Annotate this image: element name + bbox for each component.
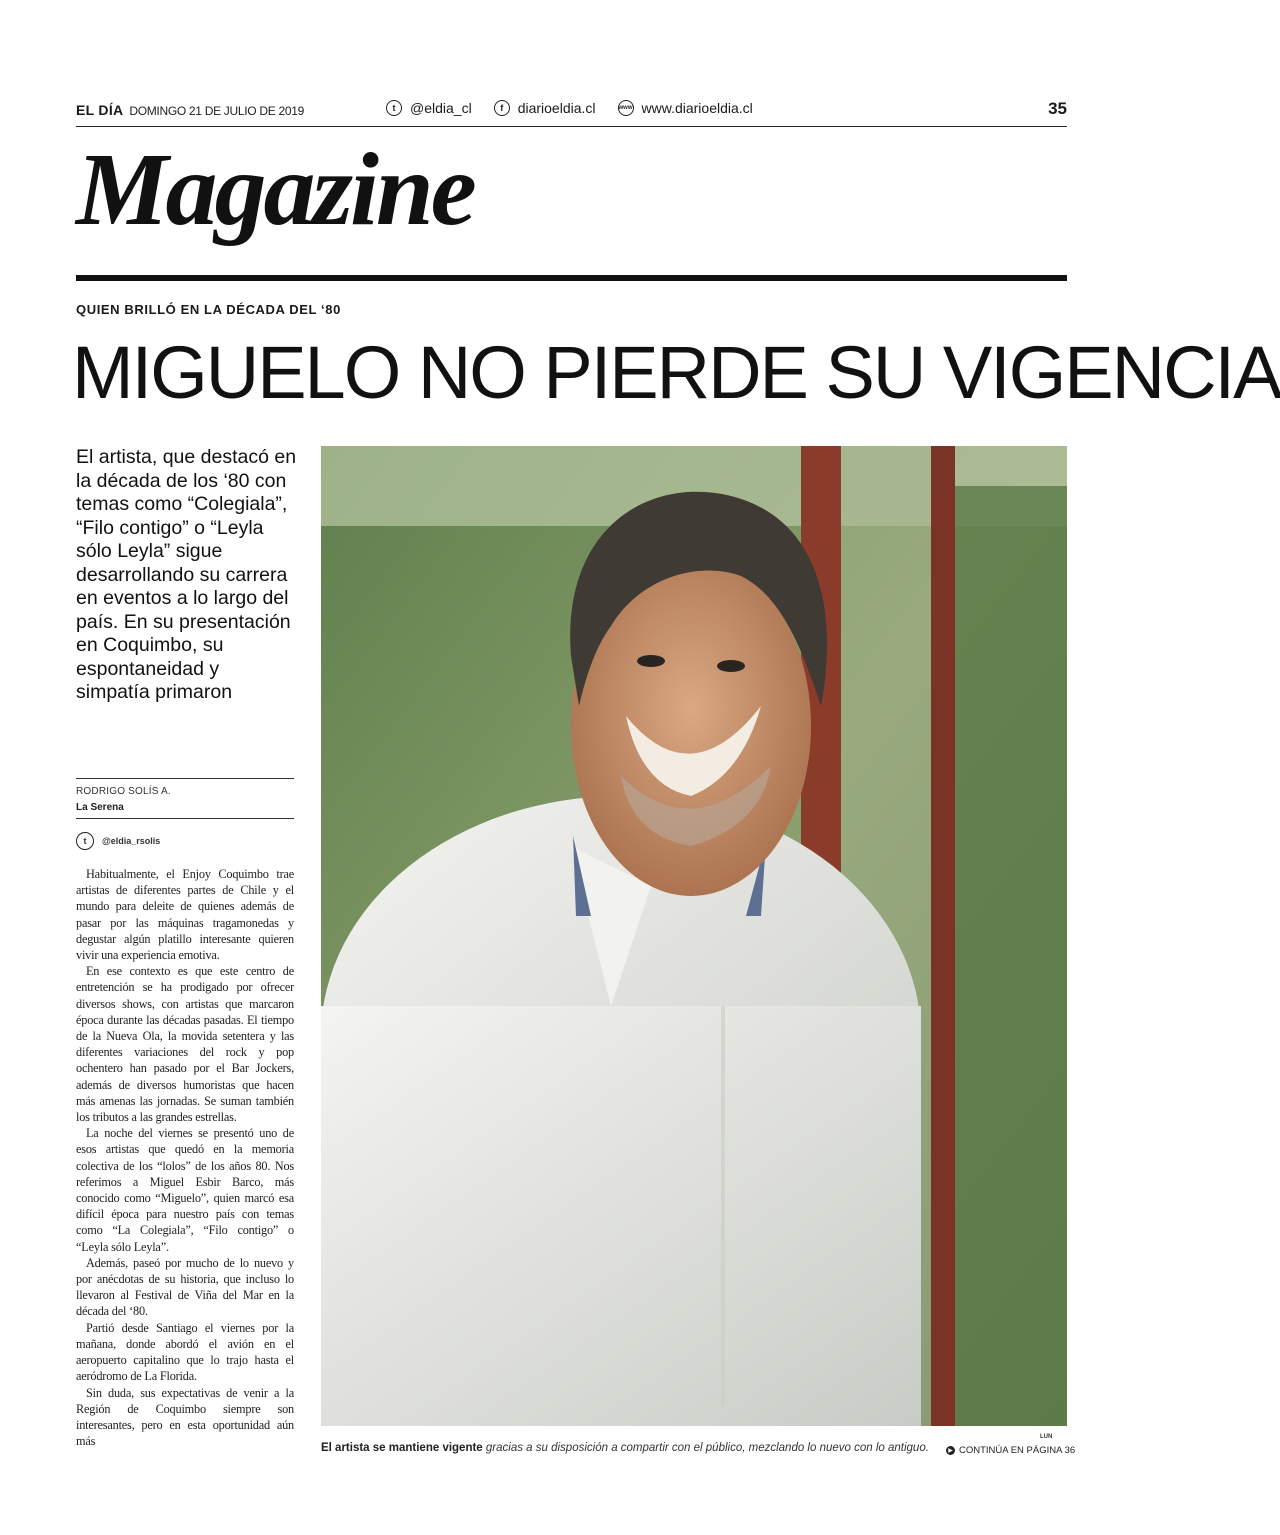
body-paragraph: En ese contexto es que este centro de entretención se ha prodigado por ofrecer diversos shows, con artistas que marcaron época durante las décadas pasadas. El tiempo de la Nueva Ola, la movida setentera y las diferentes variaciones del rock y pop ochentero han pasado por el Bar Jockers, además de diversos humoristas que hacen más amenas las jornadas. Se suman también los tributos a las grandes estrellas. [76, 964, 294, 1125]
byline-author: RODRIGO SOLÍS A. [76, 786, 171, 797]
author-twitter-handle: @eldia_rsolis [102, 836, 161, 846]
social-links [386, 100, 767, 116]
masthead-divider [76, 275, 1067, 281]
header-divider [76, 126, 1067, 127]
body-paragraph: Además, paseó por mucho de lo nuevo y por anécdotas de su historia, que incluso lo llevaron al Festival de Viña del Mar en la década del ‘80. [76, 1255, 294, 1319]
caption-text: gracias a su disposición a compartir con el público, mezclando lo nuevo con lo antiguo. [485, 1442, 929, 1454]
caption-lead: El artista se mantiene vigente [321, 1442, 483, 1454]
facebook-icon: f [494, 100, 510, 116]
portrait-image [321, 446, 1067, 1426]
byline-divider-top [76, 778, 294, 779]
twitter-icon: t [386, 100, 402, 116]
author-twitter [76, 832, 160, 850]
section-masthead: Magazine [76, 132, 474, 247]
publication-info [76, 102, 304, 118]
page-header [76, 96, 1067, 126]
lede: El artista, que destacó en la década de los ‘80 con temas como “Colegiala”, “Filo contigo” o “Leyla sólo Leyla” sigue desarrollando su carrera en eventos a lo largo del país. En su presentación en Coquimbo, su espontaneidad y simpatía primaron [76, 446, 297, 703]
website-link: www.diarioeldia.cl [641, 100, 753, 116]
facebook-page: diarioeldia.cl [517, 100, 596, 116]
continuation-note [946, 1445, 1075, 1456]
page-number: 35 [1048, 99, 1067, 118]
body-paragraph: Habitualmente, el Enjoy Coquimbo trae artistas de diferentes partes de Chile y el mundo para deleite de quienes además de pasar por las máquinas tragamonedas y degustar algún platillo interesante quieren vivir una experiencia emotiva. [76, 867, 294, 963]
article-body [76, 866, 294, 1449]
arrow-right-icon: ▶ [946, 1446, 955, 1455]
headline: MIGUELO NO PIERDE SU VIGENCIA [72, 331, 1280, 414]
body-paragraph: Sin duda, sus expectativas de venir a la Región de Coquimbo siempre son interesantes, pero en esta oportunidad aún más [76, 1385, 294, 1449]
photo-caption [321, 1442, 929, 1454]
body-paragraph: La noche del viernes se presentó uno de esos artistas que quedó en la memoria colectiva de los “lolos” de los años 80. Nos referimos a Miguel Esbir Barco, más conocido como “Miguelo”, quien marcó esa difícil época para nuestro país con temas como “La Colegiala”, “Filo contigo” o “Leyla sólo Leyla”. [76, 1126, 294, 1254]
twitter-icon: t [76, 832, 94, 850]
publication-name: EL DÍA [76, 102, 124, 118]
twitter-handle: @eldia_cl [410, 100, 472, 116]
byline-divider-bottom [76, 818, 294, 819]
photo-credit: LUN [1040, 1434, 1053, 1440]
article-photo [321, 446, 1067, 1426]
continuation-text: CONTINÚA EN PÁGINA 36 [959, 1445, 1076, 1456]
body-paragraph: Partió desde Santiago el viernes por la mañana, donde abordó el avión en el aeropuerto capitalino que lo trajo hasta el aeródromo de La Florida. [76, 1320, 294, 1384]
www-icon: www [618, 100, 634, 116]
kicker: QUIEN BRILLÓ EN LA DÉCADA DEL ‘80 [76, 302, 341, 317]
byline-city: La Serena [76, 802, 124, 813]
publication-date: DOMINGO 21 DE JULIO DE 2019 [129, 104, 304, 118]
